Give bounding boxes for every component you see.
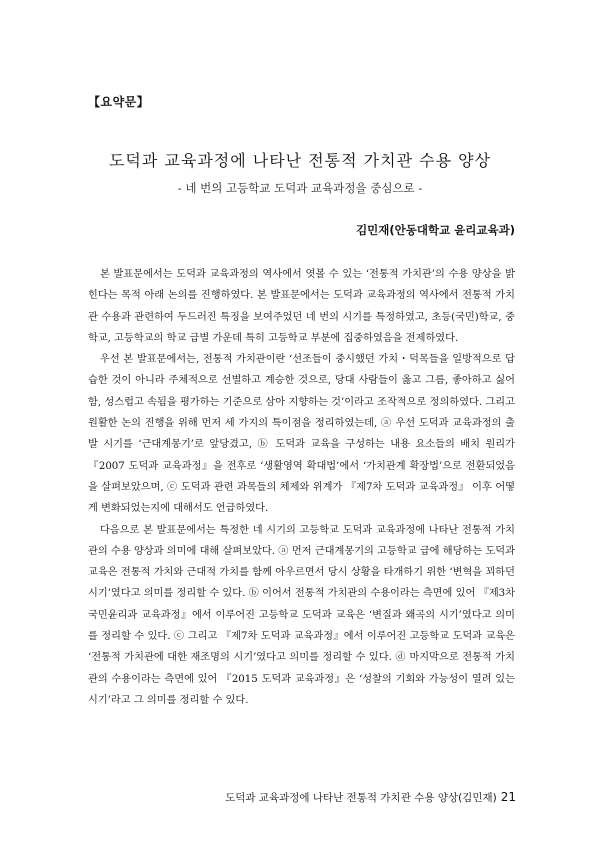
paper-subtitle: - 네 번의 고등학교 도덕과 교육과정을 중심으로 -	[177, 181, 423, 195]
page-footer	[225, 790, 516, 805]
running-title: 도덕과 교육과정에 나타난 전통적 가치관 수용 양상(김민재)	[225, 792, 497, 804]
author-line: 김민재(안동대학교 윤리교육과)	[356, 223, 515, 237]
page-number: 21	[500, 790, 516, 804]
paper-title: 도덕과 교육과정에 나타난 전통적 가치관 수용 양상	[108, 151, 492, 170]
abstract-body	[88, 264, 515, 711]
section-label: 【요약문】	[88, 95, 150, 109]
abstract-paragraph-3: 다음으로 본 발표문에서는 특정한 네 시기의 고등학교 도덕과 교육과정에 나타난 전통적 가치관의 수용 양상과 의미에 대해 살펴보았다. ⓐ 먼저 근대계몽기의 고등학교 급에 해당하는 도덕과 교육은 전통적 가치와 근대적 가치를 함께 아우르면서 당시 상황을 타개하기 위한 ‘변혁을 꾀하던 시기’였다고 의미를 정리할 수 있다. ⓑ 이어서 전통적 가치관의 수용이라는 측면에 있어 『제3차 국민윤리과 교육과정』에서 이루어진 고등학교 도덕과 교육은 ‘변질과 왜곡의 시기’였다고 의미를 정리할 수 있다. ⓒ 그리고 『제7차 도덕과 교육과정』에서 이루어진 고등학교 도덕과 교육은 ‘전통적 가치관에 대한 재조명의 시기’였다고 의미를 정리할 수 있다. ⓓ 마지막으로 전통적 가치관의 수용이라는 측면에 있어 『2015 도덕과 교육과정』은 ‘성찰의 기회와 가능성이 열려 있는 시기’라고 그 의미를 정리할 수 있다.	[88, 524, 515, 706]
abstract-paragraph-1: 본 발표문에서는 도덕과 교육과정의 역사에서 엿볼 수 있는 ‘전통적 가치관’의 수용 양상을 밝힌다는 목적 아래 논의를 진행하였다. 본 발표문에서는 도덕과 교육과정의 역사에서 전통적 가치관 수용과 관련하여 두드러진 특징을 보여주었던 네 번의 시기를 특정하였고, 초등(국민)학교, 중학교, 고등학교의 학교 급별 가운데 특히 고등학교 부분에 집중하였음을 전제하였다.	[88, 269, 515, 344]
abstract-paragraph-2: 우선 본 발표문에서는, 전통적 가치관이란 ‘선조들이 중시했던 가치・덕목들을 일방적으로 답습한 것이 아니라 주체적으로 선별하고 계승한 것으로, 당대 사람들이 옳고 그름, 좋아하고 싫어함, 성스럽고 속됨을 평가하는 기준으로 삼아 지향하는 것’이라고 조작적으로 정의하였다. 그리고 원활한 논의 진행을 위해 먼저 세 가지의 특이점을 정리하였는데, ⓐ 우선 도덕과 교육과정의 출발 시기를 ‘근대계몽기’로 앞당겼고, ⓑ 도덕과 교육을 구성하는 내용 요소들의 배치 원리가 『2007 도덕과 교육과정』을 전후로 ‘생활영역 확대법’에서 ‘가치관계 확장법’으로 전환되었음을 살펴보았으며, ⓒ 도덕과 관련 과목들의 체제와 위계가 『제7차 도덕과 교육과정』 이후 어떻게 변화되었는지에 대해서도 언급하였다.	[88, 354, 515, 515]
